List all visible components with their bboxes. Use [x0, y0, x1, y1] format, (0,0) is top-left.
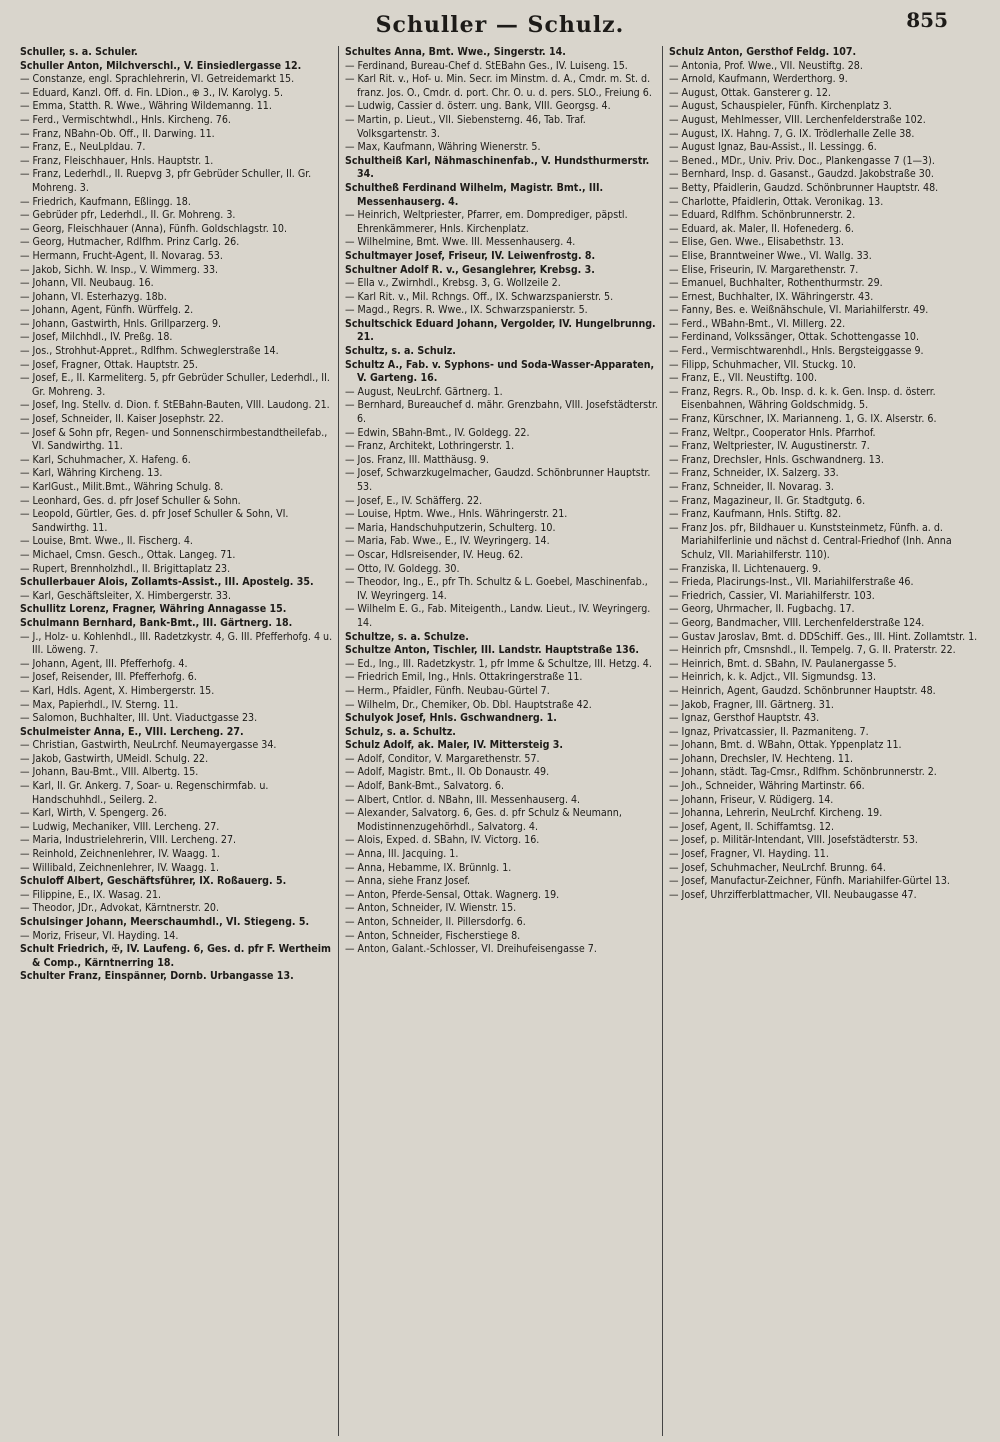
directory-entry: — Jos. Franz, III. Matthäusg. 9. — [345, 453, 489, 466]
directory-headword-entry: Schultz, s. a. Schulz. — [345, 345, 456, 358]
directory-entry: — Jakob, Fragner, III. Gärtnerg. 31. — [669, 698, 834, 711]
directory-entry: — Josef, Fragner, Ottak. Hauptstr. 25. — [20, 358, 198, 371]
directory-entry: — Antonia, Prof. Wwe., VII. Neustiftg. 28. — [669, 59, 863, 72]
directory-entry: — Eduard, ak. Maler, II. Hofenederg. 6. — [669, 222, 854, 235]
directory-entry: — Bernhard, Bureauchef d. mähr. Grenzbahn, VIII. Josefstädterstr. 6. — [345, 399, 658, 426]
directory-entry: — Johann, Agent, Fünfh. Würffelg. 2. — [20, 304, 194, 317]
directory-entry: — Michael, Cmsn. Gesch., Ottak. Langeg. 71. — [20, 548, 236, 561]
directory-entry: — Constanze, engl. Sprachlehrerin, VI. Getreidemarkt 15. — [20, 73, 295, 86]
directory-entry: — Franz, Drechsler, Hnls. Gschwandnerg. 13. — [669, 453, 884, 466]
directory-headword-entry: Schullerbauer Alois, Zollamts-Assist., III. Apostelg. 35. — [20, 576, 314, 589]
directory-entry: — August, NeuLrchf. Gärtnerg. 1. — [345, 385, 503, 398]
directory-entry: — Johann, Gastwirth, Hnls. Grillparzerg. 9. — [20, 317, 222, 330]
directory-entry: — Alexander, Salvatorg. 6, Ges. d. pfr Schulz & Neumann, Modistinnenzugehörhdl., Salvatorg. 4. — [345, 807, 622, 833]
directory-entry: — Christian, Gastwirth, NeuLrchf. Neumayergasse 34. — [20, 739, 277, 752]
directory-entry: — Adolf, Bank-Bmt., Salvatorg. 6. — [345, 780, 504, 793]
directory-entry: — Karl, Hdls. Agent, X. Himbergerstr. 15. — [20, 684, 215, 697]
page-number: 855 — [906, 8, 948, 32]
directory-entry: — Theodor, Ing., E., pfr Th. Schultz & L. Goebel, Maschinenfab., IV. Weyringerg. 14. — [345, 576, 648, 602]
directory-entry: — Franz, Lederhdl., II. Ruepvg 3, pfr Gebrüder Schuller, II. Gr. Mohreng. 3. — [20, 168, 312, 194]
directory-entry: — Heinrich, Agent, Gaudzd. Schönbrunner Hauptstr. 48. — [669, 684, 936, 697]
directory-entry: — Rupert, Brennholzhdl., II. Brigittaplatz 23. — [20, 562, 231, 575]
directory-entry: — Josef, Schwarzkugelmacher, Gaudzd. Schönbrunner Hauptstr. 53. — [345, 467, 651, 493]
directory-entry: — Louise, Bmt. Wwe., II. Fischerg. 4. — [20, 535, 193, 548]
directory-entry: — Heinrich, Bmt. d. SBahn, IV. Paulanergasse 5. — [669, 657, 897, 670]
directory-headword-entry: Schullitz Lorenz, Fragner, Währing Annagasse 15. — [20, 603, 287, 616]
directory-entry: — Anton, Schneider, Fischerstiege 8. — [345, 929, 521, 942]
directory-entry: — Eduard, Kanzl. Off. d. Fin. LDion., ⊕ 3., IV. Karolyg. 5. — [20, 86, 283, 99]
directory-entry: — Ferdinand, Volkssänger, Ottak. Schottengasse 10. — [669, 331, 919, 344]
directory-entry: — Josef & Sohn pfr, Regen- und Sonnenschirmbestandtheilefab., VI. Sandwirthg. 11. — [20, 426, 328, 453]
directory-entry: — Heinrich, k. k. Adjct., VII. Sigmundsg. 13. — [669, 671, 876, 684]
column-right — [662, 46, 986, 1436]
directory-entry: — Reinhold, Zeichnenlehrer, IV. Waagg. 1. — [20, 848, 220, 861]
directory-entry: — Adolf, Conditor, V. Margarethenstr. 57. — [345, 752, 540, 765]
directory-headword-entry: Schult Friedrich, ✠, IV. Laufeng. 6, Ges. d. pfr F. Wertheim & Comp., Kärntnerring 18. — [20, 943, 331, 969]
directory-entry: — Georg, Fleischhauer (Anna), Fünfh. Goldschlagstr. 10. — [20, 222, 288, 235]
directory-entry: — Ferdinand, Bureau-Chef d. StEBahn Ges., IV. Luiseng. 15. — [345, 59, 628, 72]
directory-entry: — Filippine, E., IX. Wasag. 21. — [20, 888, 162, 901]
directory-entry: — Charlotte, Pfaidlerin, Ottak. Veronikag. 13. — [669, 195, 884, 208]
directory-entry: — Karl, Geschäftsleiter, X. Himbergerstr. 33. — [20, 589, 232, 602]
directory-entry: — Wilhelm E. G., Fab. Miteigenth., Landw. Lieut., IV. Weyringerg. 14. — [345, 603, 651, 629]
directory-entry: — Betty, Pfaidlerin, Gaudzd. Schönbrunner Hauptstr. 48. — [669, 181, 939, 194]
directory-headword-entry: Schuller, s. a. Schuler. — [20, 46, 138, 58]
directory-entry: — Franz, Regrs. R., Ob. Insp. d. k. k. Gen. Insp. d. österr. Eisenbahnen, Währing Goldschmidg. 5. — [669, 385, 936, 412]
directory-entry: — Karl Rit. v., Mil. Rchngs. Off., IX. Schwarzspanierstr. 5. — [345, 290, 614, 303]
directory-entry: — Franziska, II. Lichtenauerg. 9. — [669, 562, 822, 575]
directory-entry: — Gebrüder pfr, Lederhdl., II. Gr. Mohreng. 3. — [20, 209, 236, 222]
directory-entry: — Bened., MDr., Univ. Priv. Doc., Plankengasse 7 (1—3). — [669, 154, 935, 167]
directory-entry: — Friedrich, Cassier, VI. Mariahilferstr. 103. — [669, 589, 875, 602]
directory-entry: — Maria, Industrielehrerin, VIII. Lercheng. 27. — [20, 834, 237, 847]
directory-entry: — Johann, Friseur, V. Rüdigerg. 14. — [669, 793, 834, 806]
directory-headword-entry: Schulz, s. a. Schultz. — [345, 725, 456, 738]
directory-entry: — Franz, Fleischhauer, Hnls. Hauptstr. 1. — [20, 154, 214, 167]
directory-entry: — Anna, siehe Franz Josef. — [345, 875, 471, 888]
directory-entry: — Arnold, Kaufmann, Werderthorg. 9. — [669, 73, 848, 86]
directory-entry: — Anton, Schneider, IV. Wienstr. 15. — [345, 902, 517, 915]
directory-entry: — Edwin, SBahn-Bmt., IV. Goldegg. 22. — [345, 426, 530, 439]
directory-entry: — Johann, Agent, III. Pfefferhofg. 4. — [20, 657, 188, 670]
directory-entry: — Alois, Exped. d. SBahn, IV. Victorg. 16. — [345, 834, 540, 847]
directory-entry: — Oscar, Hdlsreisender, IV. Heug. 62. — [345, 548, 524, 561]
directory-entry: — Johann, Bau-Bmt., VIII. Albertg. 15. — [20, 766, 199, 779]
directory-entry: — Anton, Schneider, II. Pillersdorfg. 6. — [345, 916, 526, 928]
directory-entry: — Ferd., Vermischtwhdl., Hnls. Kircheng. 76. — [20, 113, 231, 126]
directory-entry: — Josef, E., II. Karmeliterg. 5, pfr Gebrüder Schuller, Lederhdl., II. Gr. Mohreng. 3. — [20, 372, 330, 398]
directory-entry: — Karl, II. Gr. Ankerg. 7, Soar- u. Regenschirmfab. u. Handschuhhdl., Seilerg. 2. — [20, 780, 269, 806]
directory-entry: — Friedrich Emil, Ing., Hnls. Ottakringerstraße 11. — [345, 671, 583, 684]
directory-entry: — Leopold, Gürtler, Ges. d. pfr Josef Schuller & Sohn, VI. Sandwirthg. 11. — [20, 508, 289, 534]
directory-entry: — August, Schauspieler, Fünfh. Kirchenplatz 3. — [669, 100, 892, 113]
directory-entry: — Martin, p. Lieut., VII. Siebensterng. 46, Tab. Traf. Volksgartenstr. 3. — [345, 113, 586, 140]
directory-headword-entry: Schulter Franz, Einspänner, Dornb. Urbangasse 13. — [20, 970, 294, 983]
directory-entry: — Franz, Weltpriester, IV. Augustinerstr. 7. — [669, 440, 870, 453]
directory-entry: — Frieda, Placirungs-Inst., VII. Mariahilferstraße 46. — [669, 576, 914, 589]
directory-entry: — Max, Papierhdl., IV. Sterng. 11. — [20, 698, 179, 711]
directory-headword-entry: Schultschick Eduard Johann, Vergolder, IV. Hungelbrunng. 21. — [345, 317, 656, 344]
column-middle — [338, 46, 662, 1436]
directory-entry: — Heinrich pfr, Cmsnshdl., II. Tempelg. 7, G. II. Praterstr. 22. — [669, 644, 956, 657]
directory-headword-entry: Schultze Anton, Tischler, III. Landstr. Hauptstraße 136. — [345, 644, 640, 657]
directory-entry: — Ignaz, Gersthof Hauptstr. 43. — [669, 712, 820, 725]
directory-entry: — Karl, Währing Kircheng. 13. — [20, 467, 163, 480]
directory-entry: — Maria, Fab. Wwe., E., IV. Weyringerg. 14. — [345, 535, 550, 548]
directory-entry: — Josef, Ing. Stellv. d. Dion. f. StEBahn-Bauten, VIII. Laudong. 21. — [20, 399, 330, 412]
directory-headword-entry: Schultz A., Fab. v. Syphons- und Soda-Wasser-Apparaten, V. Garteng. 16. — [345, 358, 655, 385]
directory-entry: — Bernhard, Insp. d. Gasanst., Gaudzd. Jakobstraße 30. — [669, 168, 934, 181]
directory-entry: — Gustav Jaroslav, Bmt. d. DDSchiff. Ges., III. Hint. Zollamtstr. 1. — [669, 630, 978, 643]
directory-entry: — Jakob, Gastwirth, UMeidl. Schulg. 22. — [20, 752, 209, 765]
directory-entry: — Ferd., Vermischtwarenhdl., Hnls. Bergsteiggasse 9. — [669, 345, 924, 358]
directory-entry: — Heinrich, Weltpriester, Pfarrer, em. Domprediger, päpstl. Ehrenkämmerer, Hnls. Kirchenplatz. — [345, 209, 628, 235]
directory-headword-entry: Schultmayer Josef, Friseur, IV. Leiwenfrostg. 8. — [345, 249, 596, 262]
directory-entry: — Jos., Strohhut-Appret., Rdlfhm. Schweglerstraße 14. — [20, 345, 279, 358]
directory-entry: — Moriz, Friseur, VI. Hayding. 14. — [20, 929, 179, 942]
directory-headword-entry: Schulz Anton, Gersthof Feldg. 107. — [669, 46, 857, 58]
directory-entry: — Johann, Drechsler, IV. Hechteng. 11. — [669, 752, 854, 765]
directory-headword-entry: Schulyok Josef, Hnls. Gschwandnerg. 1. — [345, 712, 557, 725]
directory-entry: — Ludwig, Mechaniker, VIII. Lercheng. 27. — [20, 820, 220, 833]
directory-entry: — Jakob, Sichh. W. Insp., V. Wimmerg. 33. — [20, 263, 219, 276]
directory-entry: — Georg, Uhrmacher, II. Fugbachg. 17. — [669, 603, 855, 616]
directory-entry: — Magd., Regrs. R. Wwe., IX. Schwarzspanierstr. 5. — [345, 304, 588, 317]
directory-headword-entry: Schulsinger Johann, Meerschaumhdl., VI. Stiegeng. 5. — [20, 916, 310, 928]
directory-entry: — Josef, Schneider, II. Kaiser Josephstr. 22. — [20, 413, 224, 426]
directory-entry: — Franz, Weltpr., Cooperator Hnls. Pfarrhof. — [669, 426, 876, 439]
directory-headword-entry: Schulmann Bernhard, Bank-Bmt., III. Gärtnerg. 18. — [20, 616, 293, 629]
directory-entry: — Elise, Friseurin, IV. Margarethenstr. 7. — [669, 263, 859, 276]
directory-entry: — Salomon, Buchhalter, III. Unt. Viaductgasse 23. — [20, 712, 258, 725]
directory-entry: — Franz, Magazineur, II. Gr. Stadtgutg. 6. — [669, 494, 866, 507]
directory-headword-entry: Schultheiß Karl, Nähmaschinenfab., V. Hundsthurmerstr. 34. — [345, 154, 650, 181]
directory-entry: — Franz, Schneider, IX. Salzerg. 33. — [669, 467, 839, 480]
directory-entry: — Hermann, Frucht-Agent, II. Novarag. 53. — [20, 249, 223, 262]
directory-entry: — KarlGust., Milit.Bmt., Währing Schulg. 8. — [20, 481, 224, 493]
directory-entry: — Friedrich, Kaufmann, Eßlingg. 18. — [20, 195, 191, 208]
directory-entry: — Johann, städt. Tag-Cmsr., Rdlfhm. Schönbrunnerstr. 2. — [669, 766, 937, 779]
directory-entry: — Josef, Manufactur-Zeichner, Fünfh. Mariahilfer-Gürtel 13. — [669, 875, 950, 888]
directory-entry: — Josef, E., IV. Schäfferg. 22. — [345, 494, 483, 507]
directory-entry: — Franz, E., VII. Neustiftg. 100. — [669, 372, 818, 385]
directory-entry: — Eduard, Rdlfhm. Schönbrunnerstr. 2. — [669, 209, 856, 222]
directory-entry: — Josef, Fragner, VI. Hayding. 11. — [669, 848, 829, 861]
directory-entry: — Franz, NBahn-Ob. Off., II. Darwing. 11. — [20, 127, 215, 140]
directory-entry: — Emma, Statth. R. Wwe., Währing Wildemanng. 11. — [20, 100, 272, 113]
directory-entry: — August Ignaz, Bau-Assist., II. Lessingg. 6. — [669, 141, 877, 154]
directory-entry: — Anton, Galant.-Schlosser, VI. Dreihufeisengasse 7. — [345, 943, 597, 956]
directory-headword-entry: Schultes Anna, Bmt. Wwe., Singerstr. 14. — [345, 46, 566, 58]
directory-entry: — Willibald, Zeichnenlehrer, IV. Waagg. 1. — [20, 861, 220, 874]
directory-entry: — Adolf, Magistr. Bmt., II. Ob Donaustr. 49. — [345, 766, 550, 779]
directory-entry: — Elise, Branntweiner Wwe., VI. Wallg. 33. — [669, 249, 872, 262]
directory-entry: — Georg, Bandmacher, VIII. Lerchenfelderstraße 124. — [669, 616, 925, 629]
directory-entry: — Wilhelmine, Bmt. Wwe. III. Messenhauserg. 4. — [345, 236, 576, 249]
directory-entry: — Herm., Pfaidler, Fünfh. Neubau-Gürtel 7. — [345, 684, 550, 697]
directory-headword-entry: Schuloff Albert, Geschäftsführer, IX. Roßauerg. 5. — [20, 875, 287, 888]
directory-entry: — Maria, Handschuhputzerin, Schulterg. 10. — [345, 521, 556, 534]
directory-entry: — Josef, Agent, II. Schiffamtsg. 12. — [669, 820, 834, 833]
directory-entry: — Max, Kaufmann, Währing Wienerstr. 5. — [345, 141, 541, 154]
directory-entry: — Anton, Pferde-Sensal, Ottak. Wagnerg. 19. — [345, 888, 560, 901]
entry-columns — [14, 46, 986, 1436]
directory-entry: — Otto, IV. Goldegg. 30. — [345, 562, 460, 575]
directory-entry: — Johann, Bmt. d. WBahn, Ottak. Yppenplatz 11. — [669, 739, 902, 752]
column-left — [14, 46, 338, 1436]
running-head: Schuller — Schulz. — [375, 12, 625, 38]
directory-entry: — Albert, Cntlor. d. NBahn, III. Messenhauserg. 4. — [345, 793, 581, 806]
page-header — [0, 8, 1000, 48]
directory-entry: — Ed., Ing., III. Radetzkystr. 1, pfr Imme & Schultze, III. Hetzg. 4. — [345, 657, 652, 670]
directory-entry: — August, Ottak. Gansterer g. 12. — [669, 86, 831, 99]
directory-entry: — Johann, VI. Esterhazyg. 18b. — [20, 290, 167, 303]
directory-entry: — Emanuel, Buchhalter, Rothenthurmstr. 29. — [669, 277, 883, 290]
directory-entry: — Louise, Hptm. Wwe., Hnls. Währingerstr. 21. — [345, 508, 568, 521]
directory-entry: — Franz, E., NeuLpldau. 7. — [20, 141, 146, 154]
directory-entry: — Franz, Kürschner, IX. Marianneng. 1, G. IX. Alserstr. 6. — [669, 413, 937, 426]
directory-entry: — Josef, p. Militär-Intendant, VIII. Josefstädterstr. 53. — [669, 834, 918, 847]
directory-entry: — Georg, Hutmacher, Rdlfhm. Prinz Carlg. 26. — [20, 236, 240, 249]
directory-headword-entry: Schuller Anton, Milchverschl., V. Einsiedlergasse 12. — [20, 59, 302, 72]
directory-entry: — Fanny, Bes. e. Weißnähschule, VI. Mariahilferstr. 49. — [669, 304, 929, 317]
directory-entry: — Ferd., WBahn-Bmt., VI. Millerg. 22. — [669, 317, 846, 330]
directory-entry: — Franz Jos. pfr, Bildhauer u. Kunststeinmetz, Fünfh. a. d. Mariahilferlinie und nächst d. Central-Friedhof (Inh. Anna Schulz, VII. Mariahilferstr. 110). — [669, 521, 952, 561]
directory-entry: — Filipp, Schuhmacher, VII. Stuckg. 10. — [669, 358, 857, 371]
directory-entry: — Karl, Wirth, V. Spengerg. 26. — [20, 807, 167, 820]
directory-entry: — Ella v., Zwirnhdl., Krebsg. 3, G. Wollzeile 2. — [345, 277, 561, 290]
directory-entry: — Karl, Schuhmacher, X. Hafeng. 6. — [20, 453, 191, 466]
directory-entry: — Josef, Reisender, III. Pfefferhofg. 6. — [20, 671, 197, 684]
directory-entry: — Johann, VII. Neubaug. 16. — [20, 277, 154, 290]
directory-entry: — Elise, Gen. Wwe., Elisabethstr. 13. — [669, 236, 844, 249]
directory-entry: — Josef, Schuhmacher, NeuLrchf. Brunng. 64. — [669, 861, 886, 874]
directory-entry: — Franz, Schneider, II. Novarag. 3. — [669, 481, 834, 493]
directory-entry: — Wilhelm, Dr., Chemiker, Ob. Dbl. Hauptstraße 42. — [345, 698, 592, 711]
directory-entry: — Ignaz, Privatcassier, II. Pazmaniteng. 7. — [669, 725, 869, 738]
directory-entry: — August, IX. Hahng. 7, G. IX. Trödlerhalle Zelle 38. — [669, 127, 915, 140]
directory-entry: — Ludwig, Cassier d. österr. ung. Bank, VIII. Georgsg. 4. — [345, 100, 611, 113]
directory-entry: — Josef, Uhrzifferblattmacher, VII. Neubaugasse 47. — [669, 888, 917, 901]
directory-entry: — Joh., Schneider, Währing Martinstr. 66. — [669, 780, 865, 793]
directory-headword-entry: Schultheß Ferdinand Wilhelm, Magistr. Bmt., III. Messenhauserg. 4. — [345, 181, 604, 208]
directory-entry: — Anna, Hebamme, IX. Brünnlg. 1. — [345, 861, 512, 874]
directory-headword-entry: Schultze, s. a. Schulze. — [345, 630, 469, 643]
directory-headword-entry: Schulz Adolf, ak. Maler, IV. Mittersteig 3. — [345, 739, 564, 752]
directory-entry: — August, Mehlmesser, VIII. Lerchenfelderstraße 102. — [669, 113, 926, 126]
directory-entry: — Franz, Architekt, Lothringerstr. 1. — [345, 440, 515, 453]
directory-entry: — Franz, Kaufmann, Hnls. Stiftg. 82. — [669, 508, 842, 521]
directory-entry: — Johanna, Lehrerin, NeuLrchf. Kircheng. 19. — [669, 807, 883, 820]
directory-entry: — J., Holz- u. Kohlenhdl., III. Radetzkystr. 4, G. III. Pfefferhofg. 4 u. III. Löweng. 7. — [20, 630, 333, 657]
directory-headword-entry: Schulmeister Anna, E., VIII. Lercheng. 27. — [20, 725, 244, 738]
directory-entry: — Leonhard, Ges. d. pfr Josef Schuller & Sohn. — [20, 494, 241, 507]
directory-entry: — Josef, Milchhdl., IV. Preßg. 18. — [20, 331, 173, 344]
directory-headword-entry: Schultner Adolf R. v., Gesanglehrer, Krebsg. 3. — [345, 263, 595, 276]
directory-entry: — Anna, III. Jacquing. 1. — [345, 848, 459, 861]
directory-entry: — Theodor, JDr., Advokat, Kärntnerstr. 20. — [20, 902, 220, 915]
directory-entry: — Karl Rit. v., Hof- u. Min. Secr. im Minstm. d. A., Cmdr. m. St. d. franz. Jos. O., Cmdr. d. port. Chr. O. u. d. pers. SLO., Freiung 6. — [345, 73, 652, 99]
directory-entry: — Ernest, Buchhalter, IX. Währingerstr. 43. — [669, 290, 874, 303]
